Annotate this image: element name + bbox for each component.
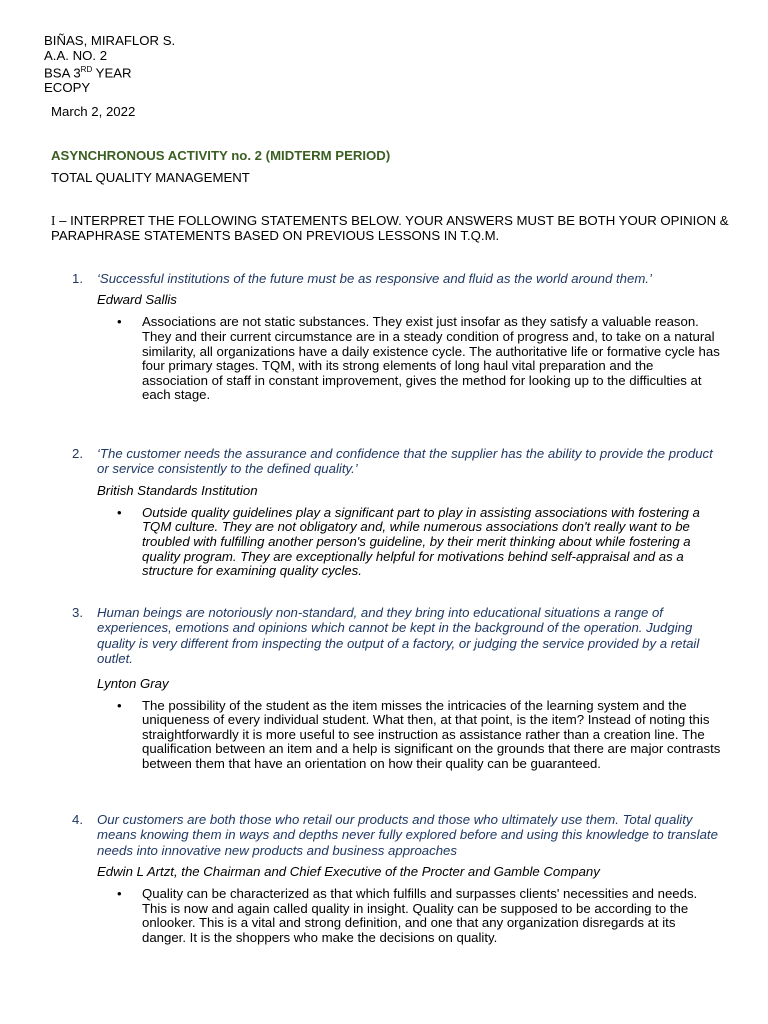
bullet-icon: • xyxy=(117,886,122,902)
student-header xyxy=(44,34,175,96)
statement-author: Edward Sallis xyxy=(97,292,177,308)
course-year: BSA 3RD YEAR xyxy=(44,65,132,81)
subject-code: ECOPY xyxy=(44,80,91,96)
statement-number: 2. xyxy=(72,446,83,461)
statement-quote: 3. Human beings are notoriously non-standard, and they bring into educational situations a range of experiences, emotions and opinions which cannot be kept in the background of the operation. Judging quality is very different from inspecting the output of a factory, or judging the service provided by a retail outlet. xyxy=(72,605,700,667)
answer-bullet xyxy=(117,887,722,945)
bullet-icon: • xyxy=(117,314,122,330)
statement-quote: 2. ‘The customer needs the assurance and confidence that the supplier has the ability to provide the product or service consistently to the defined quality.’ xyxy=(72,446,713,477)
answer-text: Outside quality guidelines play a significant part to play in assisting associations with fostering a TQM culture. They are not obligatory and, while numerous associations don't really want to be troubled with fulfilling another person's guideline, by their merit thinking about while fostering a quality program. They are exceptionally helpful for motivations behind self-appraisal and as a structure for examining quality cycles. xyxy=(142,504,700,579)
statement-item xyxy=(72,812,722,946)
bullet-icon: • xyxy=(117,504,122,520)
statement-item xyxy=(72,605,722,772)
instructions-text: – INTERPRET THE FOLLOWING STATEMENTS BELOW. YOUR ANSWERS MUST BE BOTH YOUR OPINION & PARAPHRASE STATEMENTS BASED ON PREVIOUS LESSONS IN T.Q.M. xyxy=(51,213,729,244)
activity-number: A.A. NO. 2 xyxy=(44,47,108,63)
statement-item xyxy=(72,271,722,403)
answer-text: Associations are not static substances. They exist just insofar as they satisfy a valuable reason. They and their current circumstance are in a steady condition of progress and, to take on a natural similarity, all organizations have a daily existence cycle. The authoritative life or formative cycle has four primary stages. TQM, with its strong elements of long haul vital preparation and the association of staff in constant improvement, gives the method for looking up to the difficulties at each stage. xyxy=(142,314,720,403)
statement-number: 3. xyxy=(72,605,83,620)
answer-text: Quality can be characterized as that which fulfills and surpasses clients' necessities and needs. This is now and again called quality in insight. Quality can be supposed to be according to the onlooker. This is a vital and strong definition, and one that any organization disregards at its danger. It is the shoppers who make the decisions on quality. xyxy=(142,886,698,945)
bullet-icon: • xyxy=(117,697,122,713)
statement-author: Lynton Gray xyxy=(97,675,169,691)
answer-bullet xyxy=(117,315,722,403)
student-name: BIÑAS, MIRAFLOR S. xyxy=(44,33,176,48)
document-date: March 2, 2022 xyxy=(51,104,136,119)
statement-number: 1. xyxy=(72,271,83,286)
roman-numeral: I xyxy=(51,213,56,228)
answer-bullet xyxy=(117,506,722,579)
document-subtitle: TOTAL QUALITY MANAGEMENT xyxy=(51,170,250,185)
instructions xyxy=(51,213,731,244)
statement-quote: 1. ‘Successful institutions of the future must be as responsive and fluid as the world around them.’ xyxy=(72,271,652,286)
statement-quote: 4. Our customers are both those who retail our products and those who ultimately use them. Total quality means knowing them in ways and depths never fully explored before and using this knowledge to translate needs into innovative new products and business approaches xyxy=(72,812,718,858)
answer-bullet xyxy=(117,699,722,772)
statement-author: Edwin L Artzt, the Chairman and Chief Executive of the Procter and Gamble Company xyxy=(97,864,600,880)
statement-number: 4. xyxy=(72,812,83,827)
statement-author: British Standards Institution xyxy=(97,482,258,498)
answer-text: The possibility of the student as the item misses the intricacies of the learning system and the uniqueness of every individual student. What then, at that point, is the item? Instead of noting this straightforwardly it is more useful to see instruction as assistance rather than a creation line. The qualification between an item and a help is significant on the grounds that there are major contrasts between them that have an orientation on how their quality can be guaranteed. xyxy=(142,697,721,771)
statement-item xyxy=(72,446,722,579)
activity-title: ASYNCHRONOUS ACTIVITY no. 2 (MIDTERM PERIOD) xyxy=(51,148,391,163)
